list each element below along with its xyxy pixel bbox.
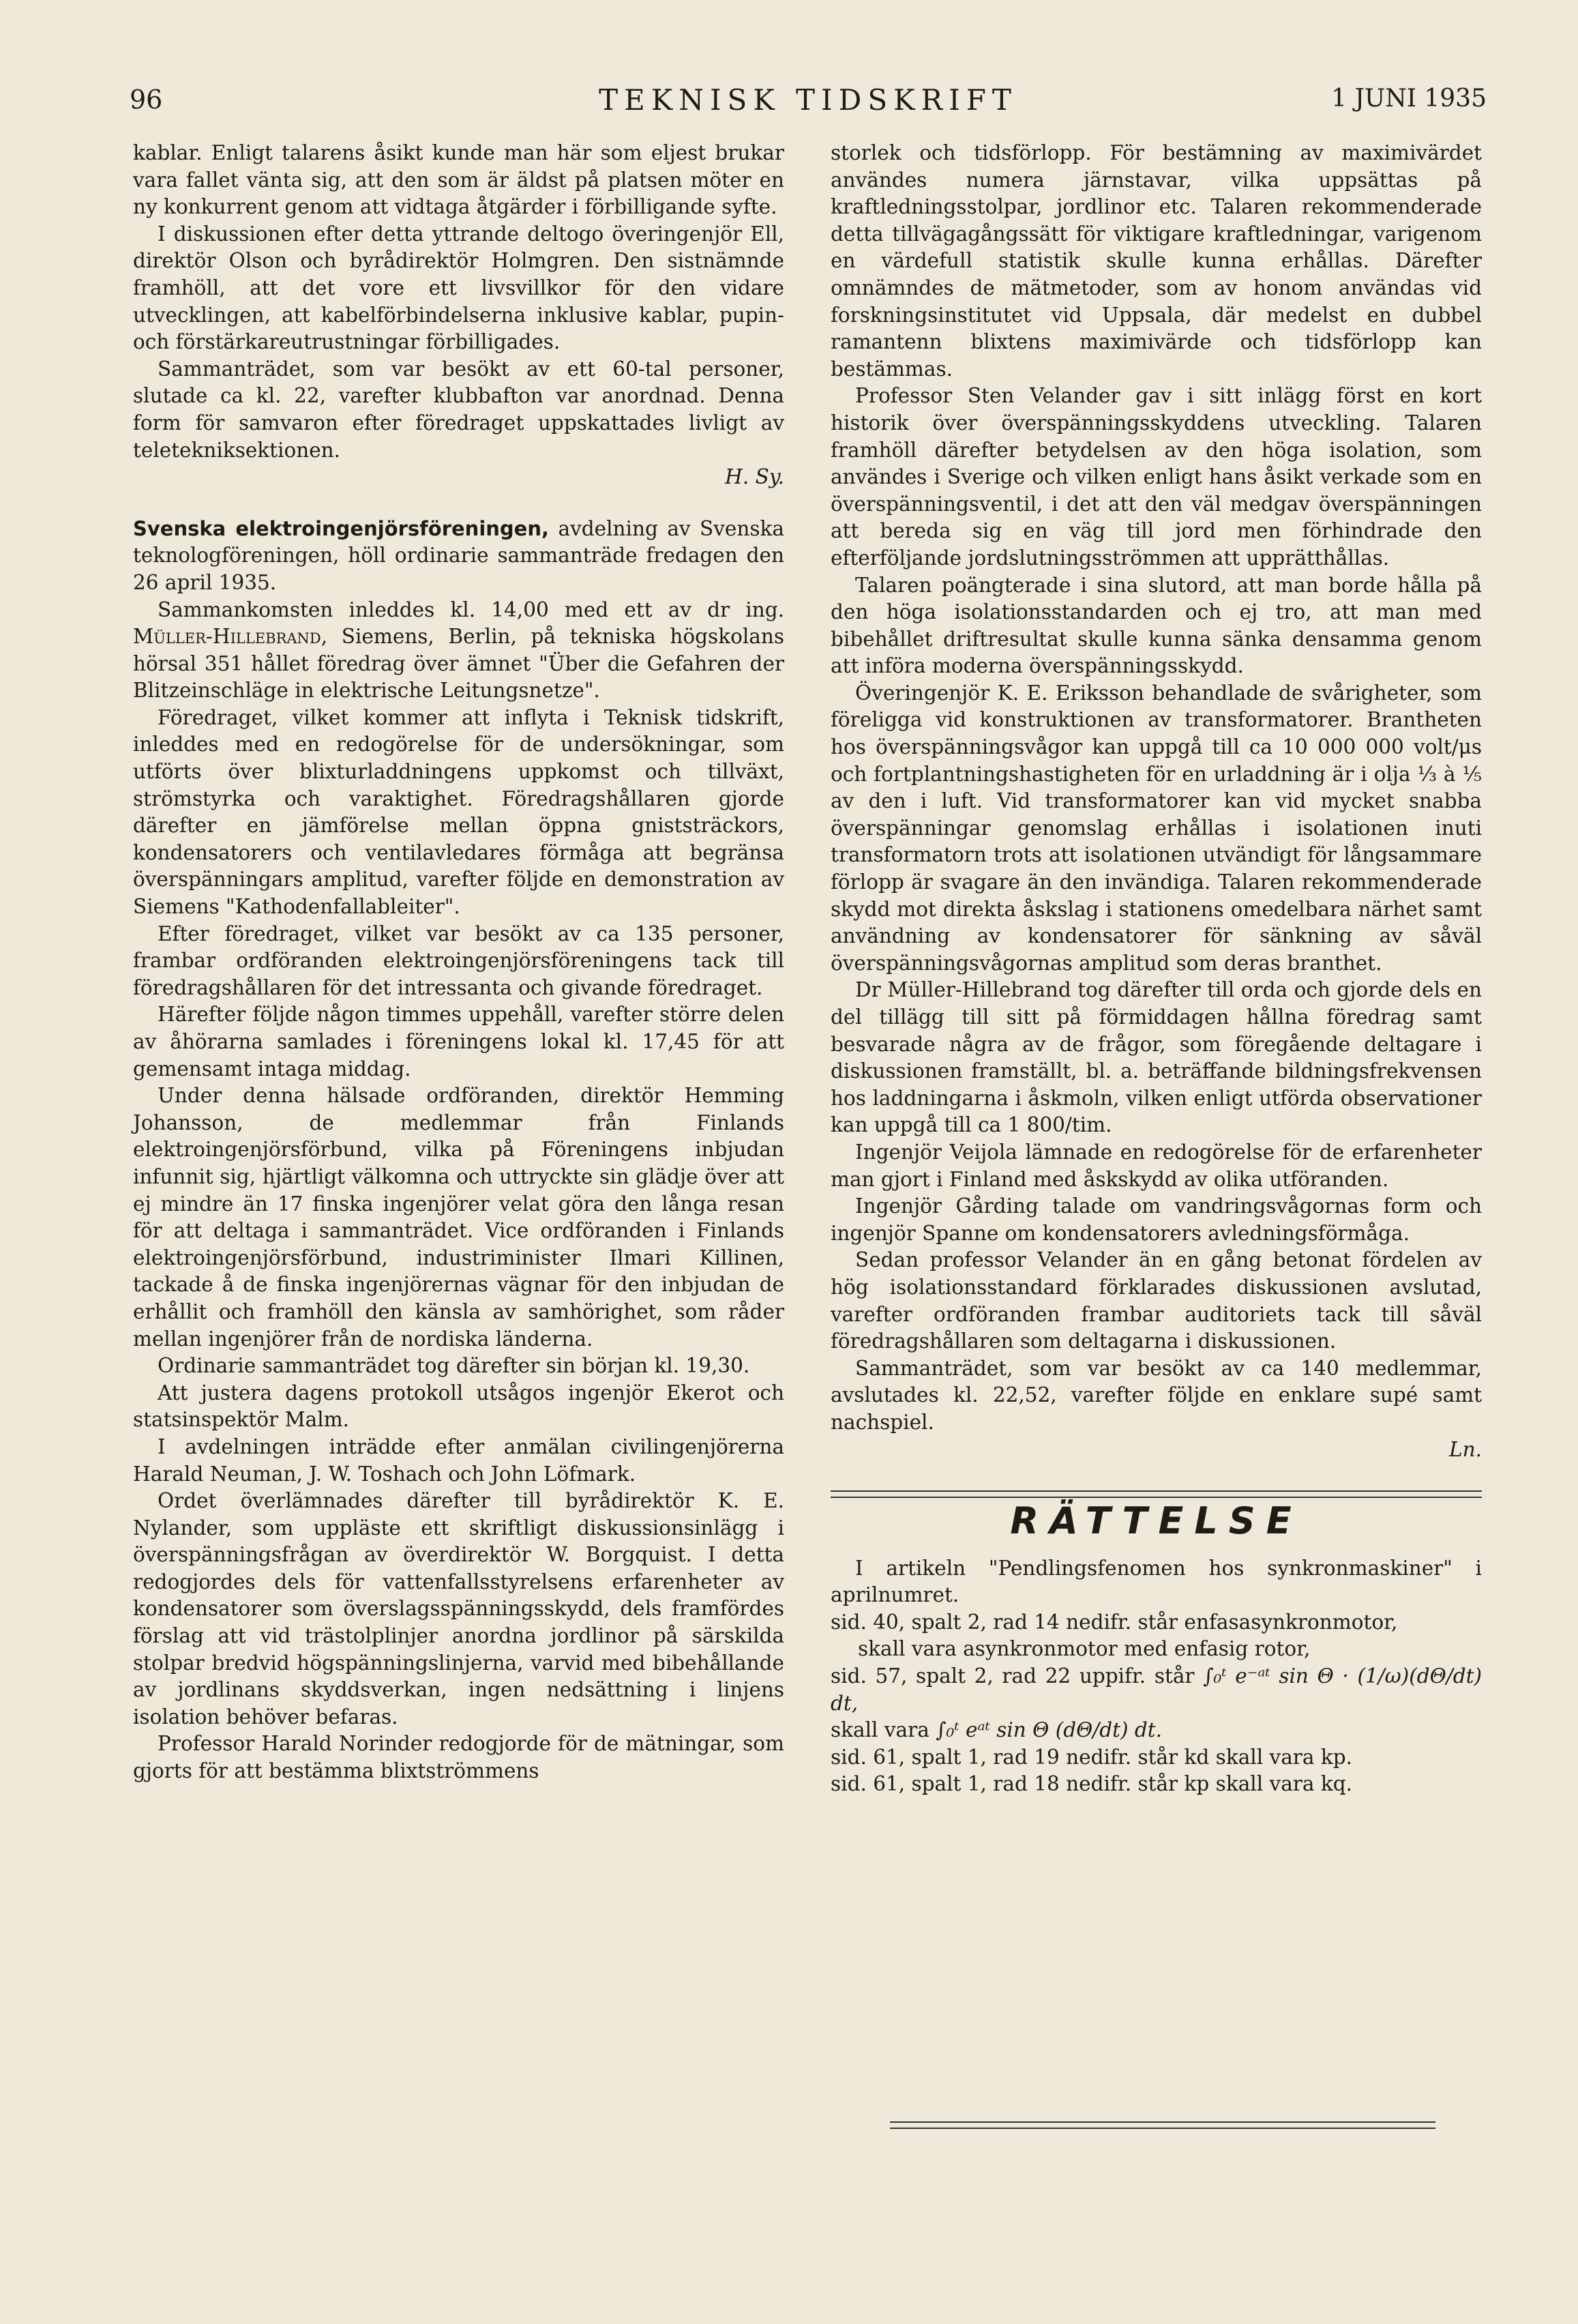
errata-text: skall vara [831, 1718, 929, 1742]
errata-title: RÄTTELSE [1010, 1499, 1302, 1543]
right-column [831, 140, 1482, 1798]
section-text: avdelning av Svenska teknologföreningen, höll ordinarie sammanträde fredagen den 26 april 1935. [133, 516, 784, 594]
paragraph: Att justera dagens protokoll utsågos ingenjör Ekerot och statsinspektör Malm. [133, 1381, 784, 1432]
errata-line: sid. 61, spalt 1, rad 18 nedifr. står kp skall vara kq. [831, 1772, 1352, 1796]
spacer [133, 491, 784, 516]
paragraph: kablar. Enligt talarens åsikt kunde man här som eljest brukar vara fallet vänta sig, att den som är äldst på platsen möter en ny konkurrent genom att vidtaga åtgärder i förbilligande syfte. [133, 141, 784, 219]
paragraph: Sammanträdet, som var besökt av ca 140 medlemmar, avslutades kl. 22,52, varefter följde en enklare supé samt nachspiel. [831, 1356, 1482, 1434]
text-span: , Siemens, Berlin, på tekniska högskolans hörsal 351 hållet föredrag över ämnet "Über die Gefahren der Blitzeinschläge in elektrische Leitungsnetze". [133, 625, 784, 703]
errata-text: sid. 57, spalt 2, rad 22 uppifr. står [831, 1664, 1195, 1688]
paragraph: I avdelningen inträdde efter anmälan civilingenjörerna Harald Neuman, J. W. Toshach och John Löfmark. [133, 1435, 784, 1486]
paragraph [133, 597, 784, 705]
paragraph: Professor Harald Norinder redogjorde för de mätningar, som gjorts för att bestämma blixtströmmens [133, 1732, 784, 1783]
paragraph: Dr Müller-Hillebrand tog därefter till orda och gjorde dels en del tillägg till sitt på förmiddagen hållna föredrag samt besvarade några av de frågor, som föregående deltagare i diskussionen framställt, bl. a. beträffande bildningsfrekvensen hos laddningarna i åskmoln, vilken enligt utförda observationer kan uppgå till ca 1 800/tim. [831, 978, 1482, 1137]
section-paragraph [133, 516, 784, 597]
paragraph: Efter föredraget, vilket var besökt av ca 135 personer, frambar ordföranden elektroingenjörsföreningens tack till föredragshållaren för det intressanta och givande föredraget. [133, 922, 784, 999]
errata-formula: ∫₀ᵗ e⁻ᵃᵗ sin Θ · (1/ω)(dΘ/dt) dt, [831, 1664, 1482, 1715]
paragraph: Ingenjör Veijola lämnade en redogörelse för de erfarenheter man gjort i Finland med åskskydd av olika utföranden. [831, 1140, 1482, 1191]
left-column [133, 140, 784, 1785]
paragraph: Talaren poängterade i sina slutord, att man borde hålla på den höga isolationsstandarden och ej tro, att man med bibehållet driftresultat skulle kunna sänka densamma genom att införa moderna överspänningsskydd. [831, 573, 1482, 678]
paragraph: Professor Sten Velander gav i sitt inlägg först en kort historik över överspänningsskyddens utveckling. Talaren framhöll därefter betydelsen av den höga isolation, som användes i Sverige och vilken enligt hans åsikt verkade som en överspänningsventil, i det att den väl medgav överspänningen att bereda sig en väg till jord men förhindrade den efterföljande jordslutningsströmmen att upprätthållas. [831, 384, 1482, 570]
errata-line [831, 1717, 1482, 1744]
speaker-name: Müller-Hillebrand [133, 625, 321, 649]
section-lead: Svenska elektroingenjörsföreningen, [133, 516, 549, 540]
errata-line: sid. 61, spalt 1, rad 19 nedifr. står kd skall vara kp. [831, 1745, 1352, 1769]
paragraph: Härefter följde någon timmes uppehåll, varefter större delen av åhörarna samlades i föreningens lokal kl. 17,45 för att gemensamt intaga middag. [133, 1003, 784, 1080]
paragraph: storlek och tidsförlopp. För bestämning av maximivärdet användes numera järnstavar, vilka uppsättas på kraftledningsstolpar, jordlinor etc. Talaren rekommenderade detta tillvägagångssätt för viktigare kraftledningar, varigenom en värdefull statistik skulle kunna erhållas. Därefter omnämndes de mätmetoder, som av honom användas vid forskningsinstitutet vid Uppsala, där medelst en dubbel ramantenn blixtens maximivärde och tidsförlopp kan bestämmas. [831, 141, 1482, 381]
journal-title: TEKNISK TIDSKRIFT [599, 83, 1017, 117]
paragraph: Sammanträdet, som var besökt av ett 60-tal personer, slutade ca kl. 22, varefter klubbafton var anordnad. Denna form för samvaron efter föredraget uppskattades livligt av teletekniksektionen. [133, 357, 784, 462]
paragraph: Överingenjör K. E. Eriksson behandlade de svårigheter, som föreligga vid konstruktionen av transformatorer. Brantheten hos överspänningsvågor kan uppgå till ca 10 000 000 volt/μs och fortplantningshastigheten för en urladdning är i olja ⅓ à ⅕ av den i luft. Vid transformatorer kan vid mycket snabba överspänningar genomslag erhållas i isolationen inuti transformatorn trots att isolationen utvändigt för långsammare förlopp är svagare än den invändiga. Talaren rekommenderade skydd mot direkta åskslag i stationens omedelbara närhet samt användning av kondensatorer för sänkning av såväl överspänningsvågornas amplitud som deras branthet. [831, 681, 1482, 975]
paragraph: Ordet överlämnades därefter till byrådirektör K. E. Nylander, som uppläste ett skriftligt diskussionsinlägg i överspänningsfrågan av överdirektör W. Borgquist. I detta redogjordes dels för vattenfallsstyrelsens erfarenheter av kondensatorer som överslagsspänningsskydd, dels framfördes förslag att vid trästolplinjer anordna jordlinor på särskilda stolpar bredvid högspänningslinjerna, varvid med bibehållande av jordlinans skyddsverkan, ingen nedsättning i linjens isolation behöver befaras. [133, 1489, 784, 1729]
errata-line [831, 1663, 1482, 1717]
paragraph: Ingenjör Gårding talade om vandringsvågornas form och ingenjör Spanne om kondensatorers avledningsförmåga. [831, 1194, 1482, 1245]
bottom-rule [890, 2121, 1435, 2129]
signature: H. Sy. [725, 465, 784, 489]
paragraph: Sedan professor Velander än en gång betonat fördelen av hög isolationsstandard förklarades diskussionen avslutad, varefter ordföranden frambar auditoriets tack till såväl föredragshållaren som deltagarna i diskussionen. [831, 1248, 1482, 1353]
errata-formula: ∫₀ᵗ eᵃᵗ sin Θ (dΘ/dt) dt. [936, 1718, 1162, 1742]
signature: Ln. [1449, 1437, 1482, 1461]
paragraph: Föredraget, vilket kommer att inflyta i Teknisk tidskrift, inleddes med en redogörelse för de undersökningar, som utförts över blixturladdningens uppkomst och tillväxt, strömstyrka och varaktighet. Föredragshållaren gjorde därefter en jämförelse mellan öppna gniststräckors, kondensatorers och ventilavledares förmåga att begränsa överspänningars amplitud, varefter följde en demonstration av Siemens "Kathodenfallableiter". [133, 705, 784, 919]
text-span: Sammankomsten inleddes kl. 14,00 med ett av dr ing. [158, 598, 784, 621]
errata-line: sid. 40, spalt 2, rad 14 nedifr. står enfasasynkronmotor, [831, 1610, 1398, 1634]
issue-date: 1 JUNI 1935 [1331, 85, 1487, 113]
paragraph: Ordinarie sammanträdet tog därefter sin början kl. 19,30. [158, 1354, 750, 1378]
paragraph: I diskussionen efter detta yttrande deltogo överingenjör Ell, direktör Olson och byrådirektör Holmgren. Den sistnämnde framhöll, att det vore ett livsvillkor för den vidare utvecklingen, att kabelförbindelserna inklusive kablar, pupin- och förstärkareutrustningar förbilligades. [133, 222, 784, 354]
page-number: 96 [130, 85, 163, 115]
errata-rule [831, 1490, 1482, 1498]
errata-intro: I artikeln "Pendlingsfenomen hos synkronmaskiner" i aprilnumret. [831, 1556, 1482, 1607]
paragraph: Under denna hälsade ordföranden, direktör Hemming Johansson, de medlemmar från Finlands elektroingenjörsförbund, vilka på Föreningens inbjudan infunnit sig, hjärtligt välkomna och uttryckte sin glädje över att ej mindre än 17 finska ingenjörer velat göra den långa resan för att deltaga i sammanträdet. Vice ordföranden i Finlands elektroingenjörsförbund, industriminister Ilmari Killinen, tackade å de finska ingenjörernas vägnar för den inbjudan de erhållit och framhöll den känsla av samhörighet, som råder mellan ingenjörer från de nordiska länderna. [133, 1084, 784, 1351]
page-header [130, 76, 1487, 131]
errata-line: skall vara asynkronmotor med enfasig rotor, [858, 1637, 1311, 1661]
